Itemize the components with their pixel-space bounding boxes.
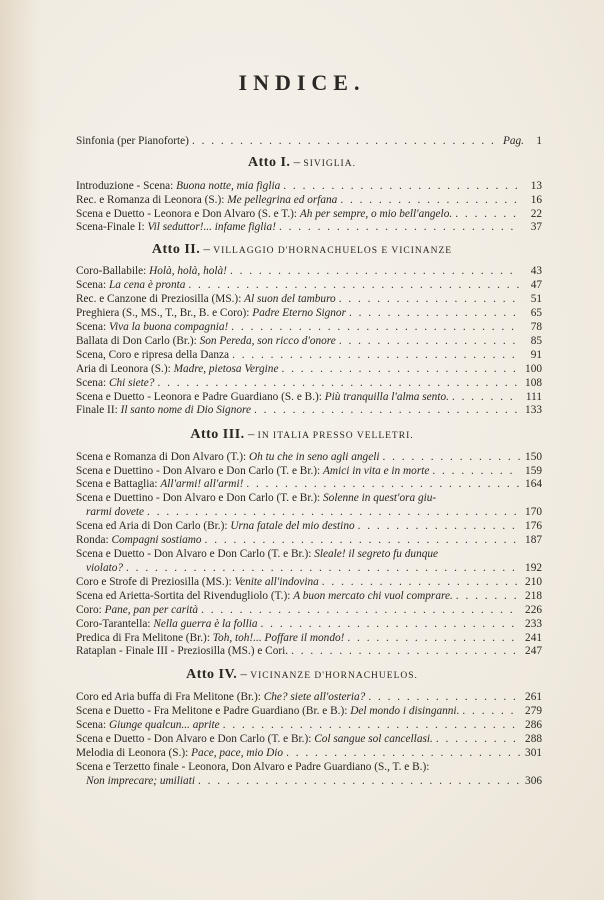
entry-incipit: Col sangue sol cancellasi.: [314, 733, 433, 745]
entry-page: 37: [530, 221, 542, 233]
entry: [76, 320, 542, 334]
entry-incipit: Oh tu che in seno agli angeli: [248, 451, 380, 463]
entry: [76, 207, 542, 221]
entry-title: Melodia di Leonora (S.):: [76, 747, 192, 759]
entry-incipit-cont: Non imprecare; umiliati: [86, 775, 195, 787]
entry-incipit: Compagni sostiamo: [111, 534, 202, 546]
entry-page: 47: [530, 279, 542, 291]
entry-incipit: Viva la buona compagnia!: [108, 321, 229, 333]
entry-page: 279: [525, 705, 542, 717]
entry-title: Scena, Coro e ripresa della Danza: [76, 349, 230, 361]
act-heading-2: [0, 241, 604, 258]
act-heading-4: [0, 666, 604, 683]
entry-page: 288: [525, 733, 542, 745]
entry-page: 286: [525, 719, 542, 731]
entry: [76, 575, 542, 589]
entry: [76, 477, 542, 491]
entry: [76, 732, 542, 746]
act-number: Atto I.: [248, 155, 291, 170]
entry-page: 91: [530, 349, 542, 361]
entry-incipit: Più tranquilla l'alma sento.: [324, 391, 449, 403]
act-heading-1: [0, 154, 604, 171]
entry-continuation: [76, 561, 542, 575]
entry-incipit: La cena è pronta: [108, 279, 186, 291]
entry-page: 1: [536, 135, 542, 147]
entry: [76, 603, 542, 617]
entry: [76, 464, 542, 478]
entry-incipit: Madre, pietosa Vergine: [173, 363, 279, 375]
entry-incipit: Son Pereda, son ricco d'onore: [199, 335, 336, 347]
entry-incipit: Me pellegrina ed orfana: [227, 194, 338, 206]
entry-page: 22: [530, 208, 542, 220]
entry-page: 187: [525, 534, 542, 546]
entry-title: Scena e Romanza di Don Alvaro (T.):: [76, 451, 249, 463]
act-heading-3: [0, 426, 604, 443]
entry-page: 16: [530, 194, 542, 206]
entry-page: 13: [530, 180, 542, 192]
act-place: IN ITALIA PRESSO VELLETRI.: [257, 431, 414, 441]
entry: [76, 644, 542, 658]
entry-title: Predica di Fra Melitone (Br.):: [76, 632, 213, 644]
entry-incipit: Urna fatale del mio destino: [230, 520, 355, 532]
entry-title: Sinfonia (per Pianoforte): [76, 135, 189, 147]
entry-title: Coro-Tarantella:: [76, 618, 154, 630]
entry-incipit: Nella guerra è la follia: [153, 618, 258, 630]
index-title: INDICE.: [238, 70, 366, 95]
entry-title: Scena e Duetto - Leonora e Don Alvaro (S. e T.):: [76, 208, 300, 220]
entry-incipit: Pane, pan per carità: [104, 604, 199, 616]
entry-page: 43: [530, 265, 542, 277]
entry-title: Coro:: [76, 604, 105, 616]
entry-title: Scena e Terzetto finale - Leonora, Don Alvaro e Padre Guardiano (S., T. e B.):: [76, 761, 430, 773]
entry-page: 108: [525, 377, 542, 389]
entry-incipit: Amici in vita e in morte: [323, 465, 430, 477]
entry: [76, 348, 542, 362]
entry: [76, 376, 542, 390]
entry-page: 261: [525, 691, 542, 703]
entry-incipit: Padre Eterno Signor: [252, 307, 346, 319]
entry-title: Rataplan - Finale III - Preziosilla (MS.) e Cori.: [76, 645, 289, 657]
entry: [76, 704, 542, 718]
entry: [76, 718, 542, 732]
entry-title: Preghiera (S., MS., T., Br., B. e Coro):: [76, 307, 253, 319]
entry-incipit: Ah per sempre, o mio bell'angelo.: [299, 208, 453, 220]
entry-page: 111: [525, 391, 542, 403]
entry-page: 226: [525, 604, 542, 616]
entry-title: Rec. e Romanza di Leonora (S.):: [76, 194, 228, 206]
entry: [76, 589, 542, 603]
entry-title: Ballata di Don Carlo (Br.):: [76, 335, 200, 347]
entry: [76, 403, 542, 417]
entry: [76, 278, 542, 292]
entry-incipit: Al suon del tamburo: [244, 293, 336, 305]
entry-incipit: A buon mercato chi vuol comprare.: [293, 590, 453, 602]
entry: [76, 547, 542, 561]
entry: [76, 264, 542, 278]
entry-title: Introduzione - Scena:: [76, 180, 177, 192]
entry-title: Coro ed Aria buffa di Fra Melitone (Br.):: [76, 691, 264, 703]
entry-title: Scena e Duettino - Don Alvaro e Don Carlo (T. e Br.):: [76, 465, 324, 477]
entry-incipit: Toh, toh!... Poffare il mondo!: [212, 632, 345, 644]
entry: [76, 519, 542, 533]
entry-incipit: Giunge qualcun... aprite: [108, 719, 220, 731]
entry: [76, 179, 542, 193]
entry-incipit-cont: rarmi dovete: [86, 506, 145, 518]
entry: [76, 631, 542, 645]
entry-page: 164: [525, 478, 542, 490]
entry-page: 306: [525, 775, 542, 787]
entry-page: 241: [525, 632, 542, 644]
entry-title: Scena e Duettino - Don Alvaro e Don Carlo (T. e Br.):: [76, 492, 324, 504]
entry-title: Coro e Strofe di Preziosilla (MS.):: [76, 576, 235, 588]
entry-page: 159: [525, 465, 542, 477]
entry-page: 218: [525, 590, 542, 602]
entry-incipit: Il santo nome di Dio Signore: [120, 404, 251, 416]
entry: [76, 362, 542, 376]
entry: [76, 450, 542, 464]
act-place: VILLAGGIO D'HORNACHUELOS E VICINANZE: [213, 246, 453, 256]
entry-page: 100: [525, 363, 542, 375]
entry: [76, 390, 542, 404]
entry-title: Scena e Duetto - Don Alvaro e Don Carlo (T. e Br.):: [76, 733, 315, 745]
entry-incipit: Vil seduttor!... infame figlia!: [147, 221, 276, 233]
act-dash: –: [293, 154, 301, 169]
act-dash: –: [247, 426, 255, 441]
entry-incipit: Holà, holà, holà!: [149, 265, 227, 277]
entry-title: Scena e Duetto - Leonora e Padre Guardiano (S. e B.):: [76, 391, 325, 403]
entry-page: 78: [530, 321, 542, 333]
entry-title: Scena:: [76, 321, 109, 333]
entry: [76, 334, 542, 348]
act-place: VICINANZE D'HORNACHUELOS.: [250, 671, 418, 681]
entry-title: Ronda:: [76, 534, 112, 546]
entry-incipit: Venite all'indovina: [234, 576, 319, 588]
entry-title: Scena-Finale I:: [76, 221, 148, 233]
entry: [76, 533, 542, 547]
act-number: Atto II.: [151, 242, 201, 257]
entry-page: 233: [525, 618, 542, 630]
entry: [76, 306, 542, 320]
entry-incipit: Solenne in quest'ora giu-: [323, 492, 437, 504]
pag-label: Pag.: [502, 135, 524, 147]
entry-title: Coro-Ballabile:: [76, 265, 150, 277]
entry-title: Finale II:: [76, 404, 121, 416]
entry-title: Scena:: [76, 719, 109, 731]
entry-title: Scena ed Arietta-Sortita del Rivendugliolo (T.):: [76, 590, 294, 602]
entry: [76, 193, 542, 207]
entry-page: 150: [525, 451, 542, 463]
entry-title: Scena e Battaglia:: [76, 478, 161, 490]
act-number: Atto IV.: [186, 667, 238, 682]
page-stain: [0, 0, 40, 900]
entry-title: Scena e Duetto - Don Alvaro e Don Carlo (T. e Br.):: [76, 548, 315, 560]
entry-incipit: All'armi! all'armi!: [160, 478, 244, 490]
entry-incipit: Sleale! il segreto fu dunque: [314, 548, 439, 560]
entry: [76, 746, 542, 760]
entry-incipit: Del mondo i disinganni.: [350, 705, 460, 717]
act-place: SIVIGLIA.: [303, 159, 356, 169]
entry-page: 51: [530, 293, 542, 305]
act-dash: –: [240, 666, 248, 681]
entry: [76, 690, 542, 704]
act-number: Atto III.: [190, 427, 245, 442]
entry-page: 210: [525, 576, 542, 588]
entry: [76, 220, 542, 234]
entry-continuation: [76, 505, 542, 519]
entry-title: Scena e Duetto - Fra Melitone e Padre Guardiano (Br. e B.):: [76, 705, 351, 717]
entry: [76, 292, 542, 306]
entry-page: 176: [525, 520, 542, 532]
entry-incipit: Pace, pace, mio Dio: [191, 747, 284, 759]
act-dash: –: [203, 241, 210, 256]
entry-page: 133: [525, 404, 542, 416]
entry-title: Scena ed Aria di Don Carlo (Br.):: [76, 520, 231, 532]
entry-page: 247: [525, 645, 542, 657]
entry-title: Aria di Leonora (S.):: [76, 363, 174, 375]
entry-incipit: Chi siete?: [108, 377, 155, 389]
entry-title: Scena:: [76, 279, 109, 291]
entry-incipit-cont: violato?: [86, 562, 124, 574]
entry: [76, 760, 542, 774]
entry-title: Scena:: [76, 377, 109, 389]
entry-page: 85: [530, 335, 542, 347]
entry-continuation: [76, 774, 542, 788]
entry-title: Rec. e Canzone di Preziosilla (MS.):: [76, 293, 245, 305]
entry-page: 301: [525, 747, 542, 759]
entry-page: 192: [525, 562, 542, 574]
entry-sinfonia: [76, 134, 542, 148]
entry: [76, 617, 542, 631]
entry-incipit: Che? siete all'osteria?: [263, 691, 366, 703]
entry-page: 170: [525, 506, 542, 518]
entry-incipit: Buona notte, mia figlia: [176, 180, 281, 192]
entry: [76, 491, 542, 505]
entry-page: 65: [530, 307, 542, 319]
